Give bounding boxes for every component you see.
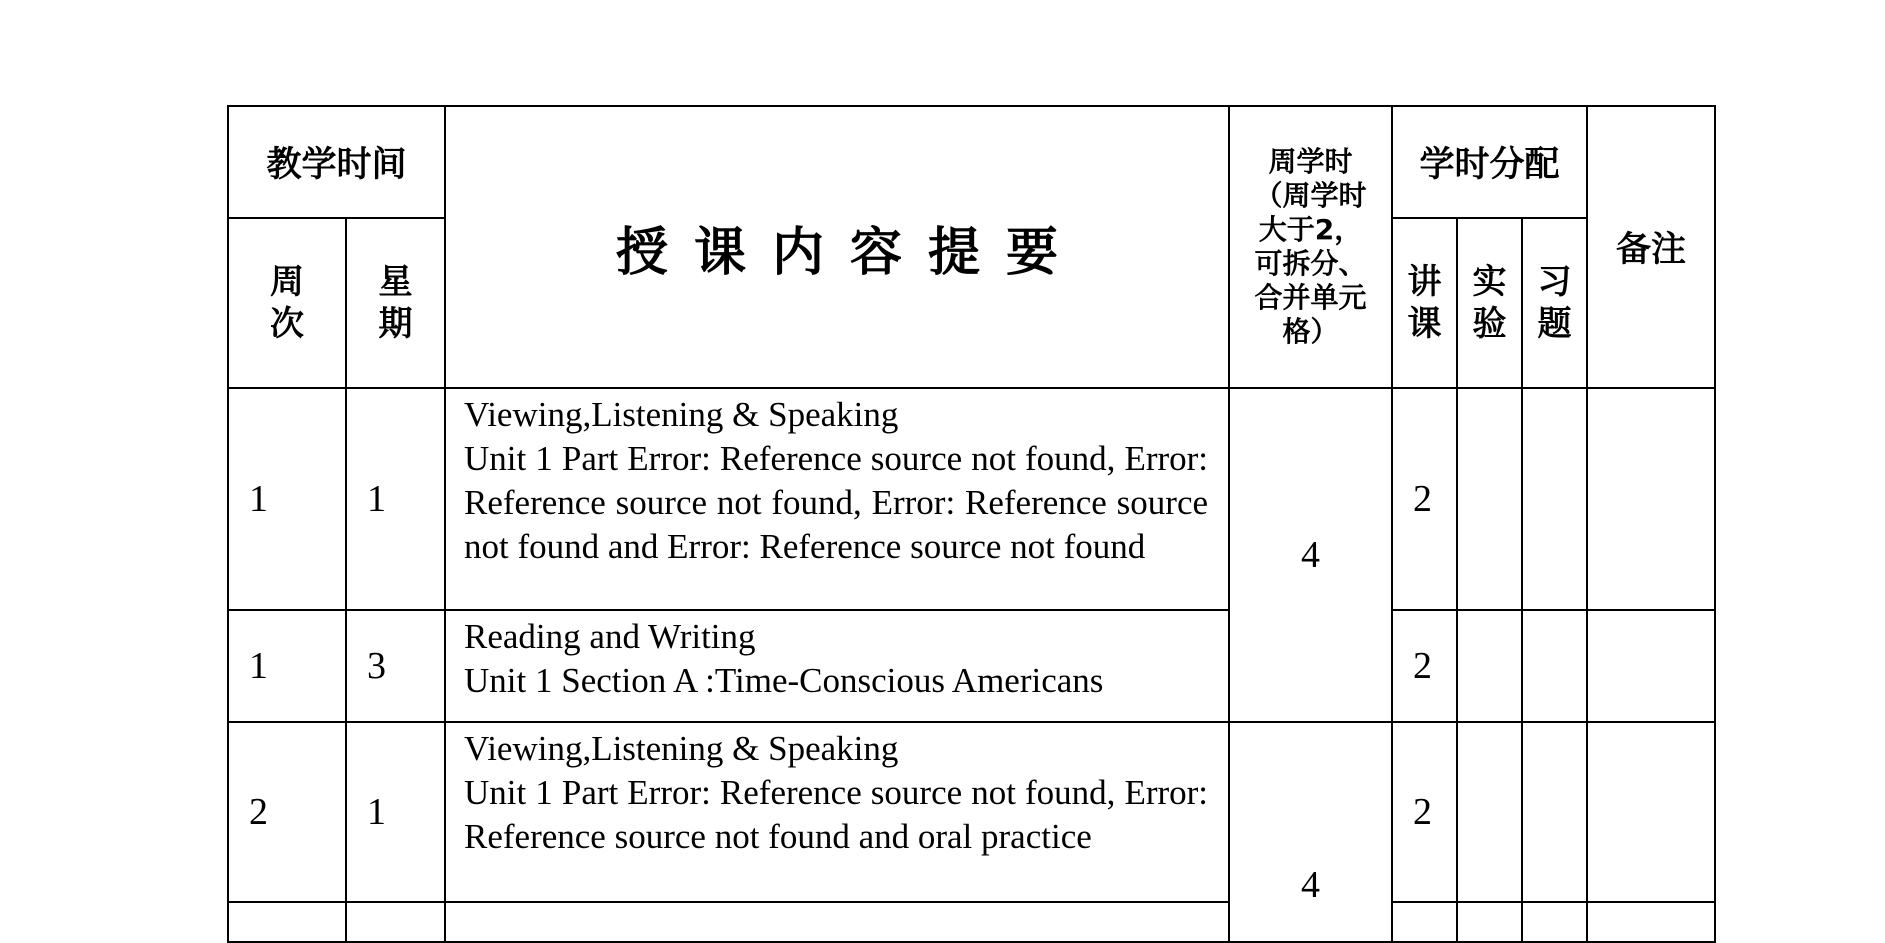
row-day: 3 xyxy=(346,610,445,722)
row-content-line1: Reading and Writing xyxy=(464,617,756,656)
row-remark xyxy=(1587,902,1715,942)
header-exercise-text: 习题 xyxy=(1537,262,1572,344)
row-experiment xyxy=(1457,902,1522,942)
table-row xyxy=(228,610,1715,722)
header-lecture xyxy=(1392,218,1457,388)
row-exercise xyxy=(1522,610,1587,722)
row-lecture: 2 xyxy=(1392,388,1457,610)
header-teaching-time: 教学时间 xyxy=(228,106,445,218)
row-experiment xyxy=(1457,388,1522,610)
row-content-line1: Viewing,Listening & Speaking xyxy=(464,729,899,768)
header-week xyxy=(228,218,346,388)
row-content xyxy=(445,610,1229,722)
row-content xyxy=(445,902,1229,942)
row-content xyxy=(445,722,1229,902)
header-hour-allocation: 学时分配 xyxy=(1392,106,1587,218)
row-remark xyxy=(1587,388,1715,610)
header-lecture-text: 讲课 xyxy=(1407,262,1442,344)
header-week-text: 周次 xyxy=(270,262,304,344)
header-weekly-hours-text: 周学时（周学时大于2，可拆分、合并单元格） xyxy=(1254,145,1367,348)
row-lecture: 2 xyxy=(1392,722,1457,902)
row-content-line1: Viewing,Listening & Speaking xyxy=(464,395,899,434)
header-weekly-hours xyxy=(1229,106,1392,388)
row-day: 1 xyxy=(346,722,445,902)
weekly-hours-cell: 4 xyxy=(1229,388,1392,722)
schedule-table xyxy=(227,105,1716,943)
row-day xyxy=(346,902,445,942)
table-row xyxy=(228,722,1715,902)
row-week xyxy=(228,902,346,942)
row-week: 1 xyxy=(228,388,346,610)
row-remark xyxy=(1587,722,1715,902)
table-row xyxy=(228,388,1715,610)
row-exercise xyxy=(1522,902,1587,942)
row-experiment xyxy=(1457,722,1522,902)
row-week: 1 xyxy=(228,610,346,722)
row-lecture: 2 xyxy=(1392,610,1457,722)
header-remarks: 备注 xyxy=(1587,106,1715,388)
header-exercise xyxy=(1522,218,1587,388)
row-content xyxy=(445,388,1229,610)
header-weekday xyxy=(346,218,445,388)
row-content-line2: Unit 1 Part Error: Reference source not found, Error: Reference source not found, Error: Reference source not found and Error: Reference source not found xyxy=(464,439,1209,566)
table-row xyxy=(228,902,1715,942)
row-content-line2: Unit 1 Part Error: Reference source not found, Error: Reference source not found and oral practice xyxy=(464,773,1209,856)
header-weekday-text: 星期 xyxy=(378,262,413,344)
header-experiment-text: 实验 xyxy=(1472,262,1507,344)
row-lecture xyxy=(1392,902,1457,942)
row-exercise xyxy=(1522,722,1587,902)
row-day: 1 xyxy=(346,388,445,610)
row-week: 2 xyxy=(228,722,346,902)
header-experiment xyxy=(1457,218,1522,388)
header-content-summary: 授课内容提要 xyxy=(445,106,1229,388)
row-remark xyxy=(1587,610,1715,722)
weekly-hours-cell: 4 xyxy=(1229,722,1392,942)
row-experiment xyxy=(1457,610,1522,722)
row-exercise xyxy=(1522,388,1587,610)
row-content-line2: Unit 1 Section A :Time-Conscious Americans xyxy=(464,661,1104,700)
